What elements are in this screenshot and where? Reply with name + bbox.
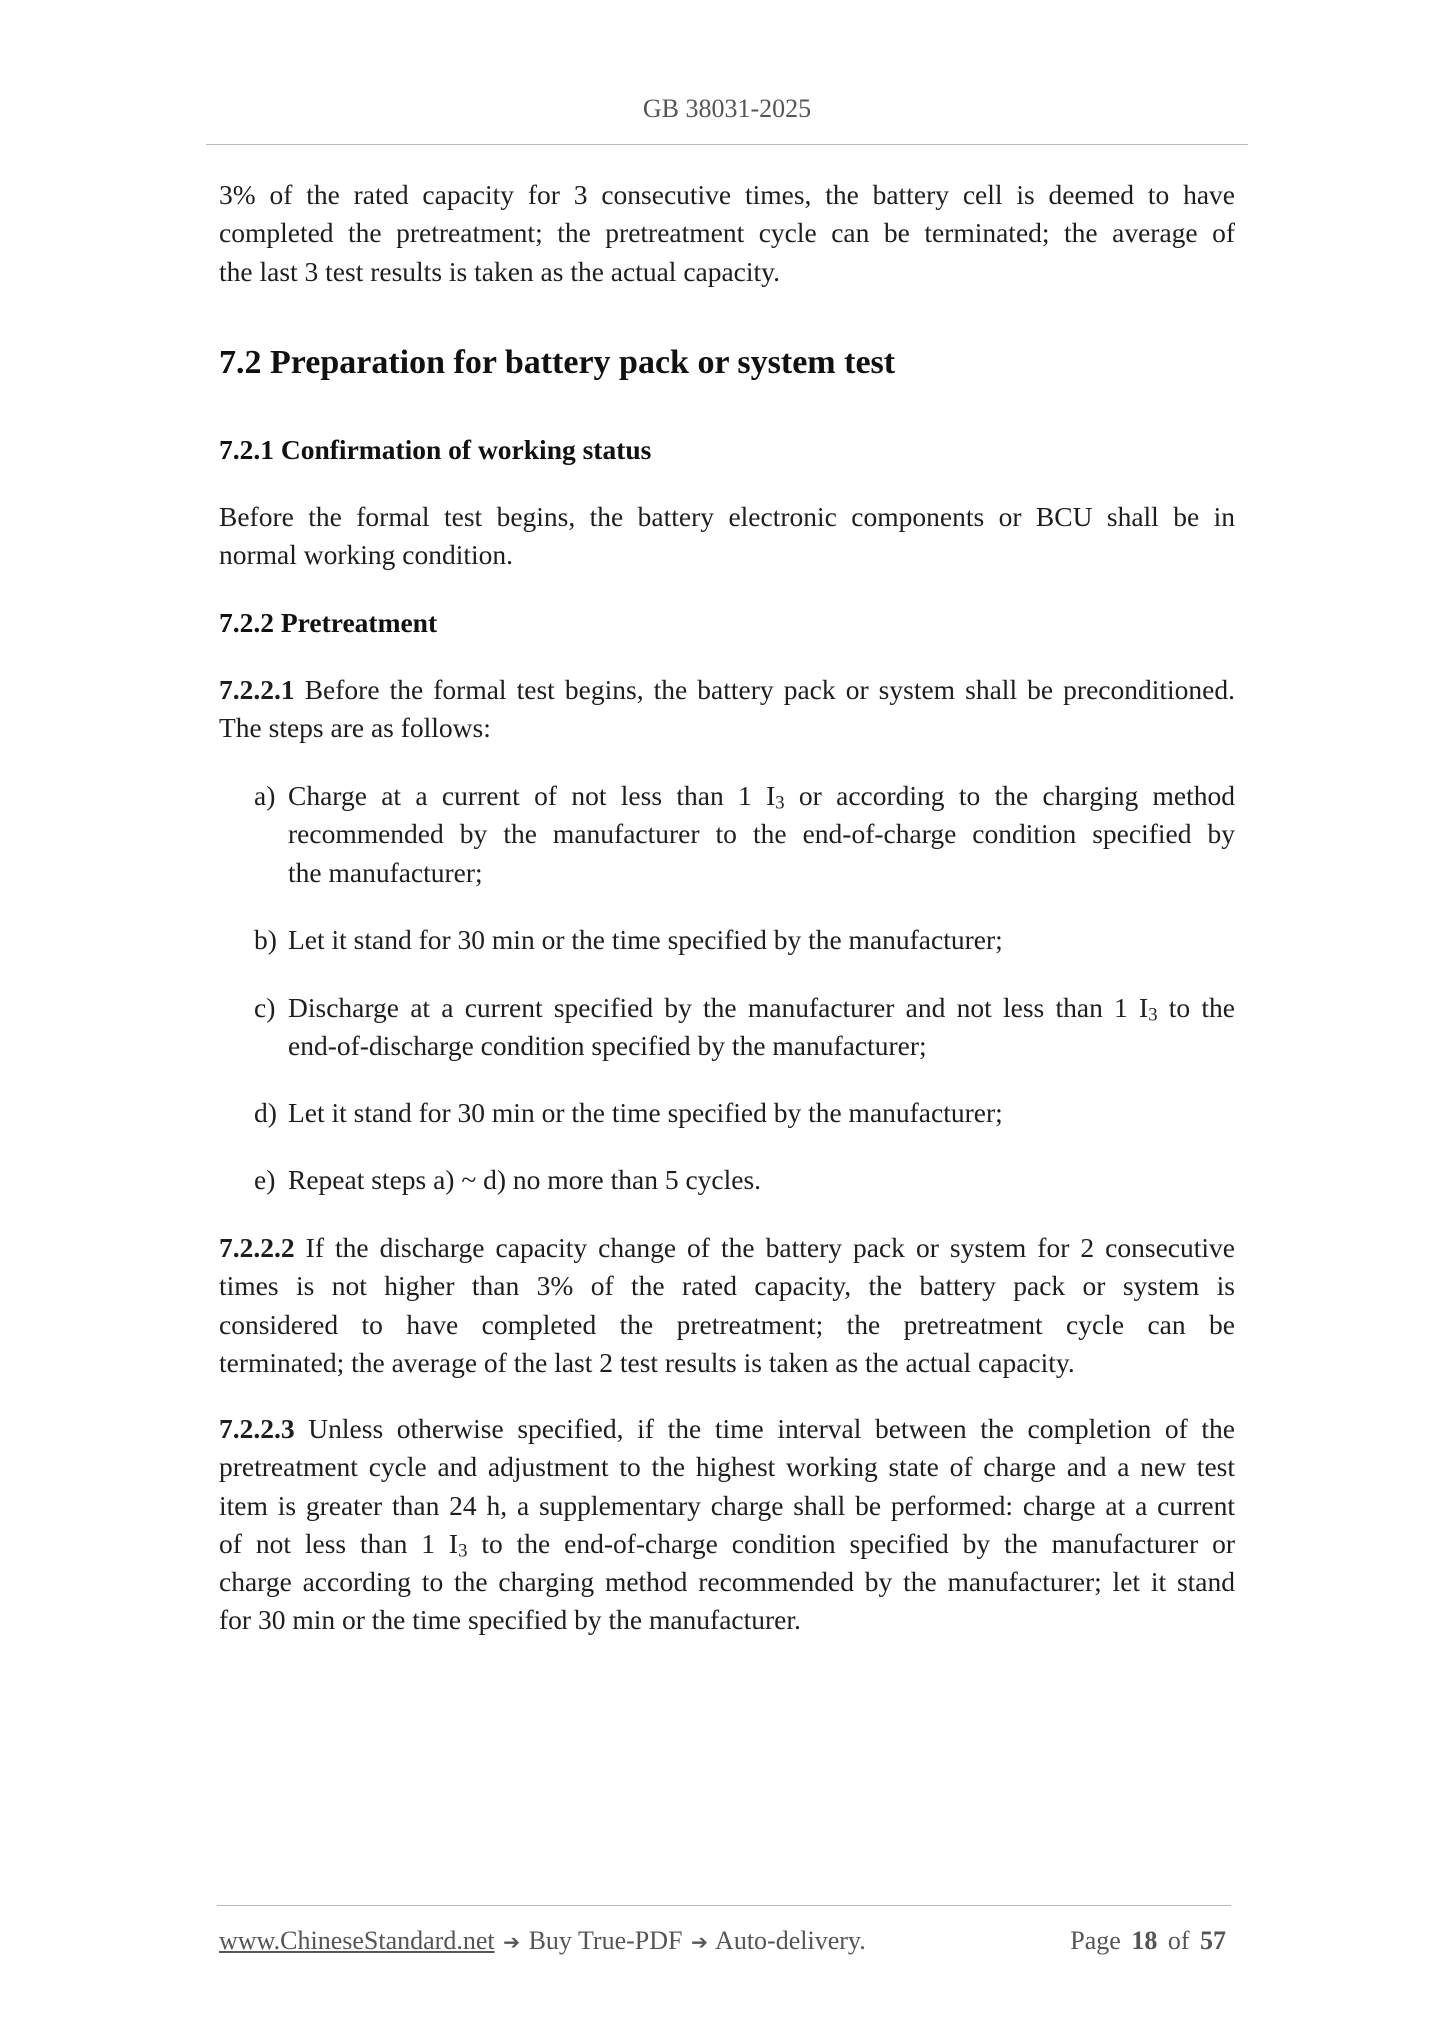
section-7-2-1-paragraph <box>219 498 1235 575</box>
section-heading-7-2-2: 7.2.2 Pretreatment <box>219 607 438 638</box>
list-item-label: d) <box>254 1097 277 1128</box>
list-item-label: b) <box>254 924 277 955</box>
paragraph-line: pretreatment cycle and adjustment to the highest working state of charge and a new test <box>219 1451 1235 1483</box>
list-item-step-a <box>254 777 1235 892</box>
intro-paragraph <box>219 176 1235 291</box>
list-item-line: Let it stand for 30 min or the time specified by the manufacturer; <box>288 1097 1003 1128</box>
website-link[interactable]: www.ChineseStandard.net <box>219 1926 495 1955</box>
paragraph-line: completed the pretreatment; the pretreatment cycle can be terminated; the average of <box>219 217 1235 249</box>
list-item-line <box>288 777 1235 815</box>
clause-text: Before the formal test begins, the battery pack or system shall be preconditioned. <box>304 674 1236 705</box>
paragraph-line <box>219 1229 1235 1267</box>
page-of-label: of <box>1167 1926 1190 1955</box>
section-heading-7-2: 7.2 Preparation for battery pack or system test <box>219 344 896 381</box>
list-item-label: a) <box>254 780 276 811</box>
clause-7-2-2-3 <box>219 1410 1235 1640</box>
list-item-label: c) <box>254 992 276 1023</box>
arrow-right-icon: ➔ <box>690 1930 708 1954</box>
paragraph-line: considered to have completed the pretreatment; the pretreatment cycle can be <box>219 1308 1235 1340</box>
list-item-step-d <box>254 1094 1235 1132</box>
list-item-line: the manufacturer; <box>288 856 483 888</box>
header-divider <box>206 144 1248 145</box>
arrow-right-icon: ➔ <box>503 1930 521 1954</box>
subscript: 3 <box>1148 1004 1158 1026</box>
page-label: Page <box>1070 1926 1121 1955</box>
text-segment: Charge at a current of not less than 1 I <box>288 780 776 811</box>
paragraph-line <box>219 1410 1235 1448</box>
list-item-line: Repeat steps a) ~ d) no more than 5 cycles. <box>288 1164 762 1195</box>
paragraph-line: item is greater than 24 h, a supplementary charge shall be performed: charge at a current <box>219 1489 1235 1521</box>
page-indicator <box>1070 1924 1226 1958</box>
section-heading-7-2-1: 7.2.1 Confirmation of working status <box>219 434 652 465</box>
text-segment: to the end-of-charge condition specified by the manufacturer or <box>467 1527 1235 1559</box>
clause-number: 7.2.2.1 <box>219 674 295 705</box>
paragraph-line: normal working condition. <box>219 539 514 571</box>
list-item-step-b <box>254 921 1235 959</box>
paragraph-line: The steps are as follows: <box>219 712 491 744</box>
paragraph-line: Before the formal test begins, the battery electronic components or BCU shall be in <box>219 501 1235 532</box>
text-segment: or according to the charging method <box>784 780 1236 811</box>
paragraph-line: for 30 min or the time specified by the manufacturer. <box>219 1604 801 1636</box>
paragraph-line: times is not higher than 3% of the rated capacity, the battery pack or system is <box>219 1270 1235 1302</box>
list-item-line: recommended by the manufacturer to the end-of-charge condition specified by <box>288 818 1235 850</box>
text-segment: of not less than 1 I <box>219 1527 459 1559</box>
text-segment: to the <box>1157 992 1235 1023</box>
paragraph-line: the last 3 test results is taken as the actual capacity. <box>219 255 781 287</box>
paragraph-line <box>219 671 1235 709</box>
document-id-header: GB 38031-2025 <box>642 94 812 123</box>
clause-7-2-2-2 <box>219 1229 1235 1382</box>
clause-number: 7.2.2.3 <box>219 1413 295 1444</box>
list-item-line: end-of-discharge condition specified by the manufacturer; <box>288 1030 927 1062</box>
clause-7-2-2-1 <box>219 671 1235 748</box>
footer-divider <box>217 1905 1231 1906</box>
auto-delivery-text: Auto-delivery. <box>715 1926 866 1955</box>
page-current: 18 <box>1131 1926 1158 1955</box>
text-segment: Discharge at a current specified by the manufacturer and not less than 1 I <box>288 992 1149 1023</box>
list-item-line <box>288 989 1235 1027</box>
list-item-step-c <box>254 989 1235 1066</box>
paragraph-line <box>219 1525 1235 1563</box>
clause-text: Unless otherwise specified, if the time interval between the completion of the <box>308 1413 1236 1444</box>
list-item-step-e <box>254 1161 1235 1199</box>
list-item-label: e) <box>254 1164 276 1195</box>
paragraph-line: 3% of the rated capacity for 3 consecutive times, the battery cell is deemed to have <box>219 179 1235 210</box>
footer-promo <box>219 1924 866 1959</box>
clause-text: If the discharge capacity change of the battery pack or system for 2 consecutive <box>305 1232 1235 1263</box>
paragraph-line: terminated; the average of the last 2 test results is taken as the actual capacity. <box>219 1346 1075 1378</box>
buy-true-pdf-text: Buy True-PDF <box>528 1926 683 1955</box>
page-total: 57 <box>1200 1926 1226 1955</box>
list-item-line: Let it stand for 30 min or the time specified by the manufacturer; <box>288 924 1003 955</box>
paragraph-line: charge according to the charging method recommended by the manufacturer; let it stand <box>219 1566 1235 1598</box>
subscript: 3 <box>775 792 785 814</box>
subscript: 3 <box>458 1540 468 1562</box>
clause-number: 7.2.2.2 <box>219 1232 295 1263</box>
